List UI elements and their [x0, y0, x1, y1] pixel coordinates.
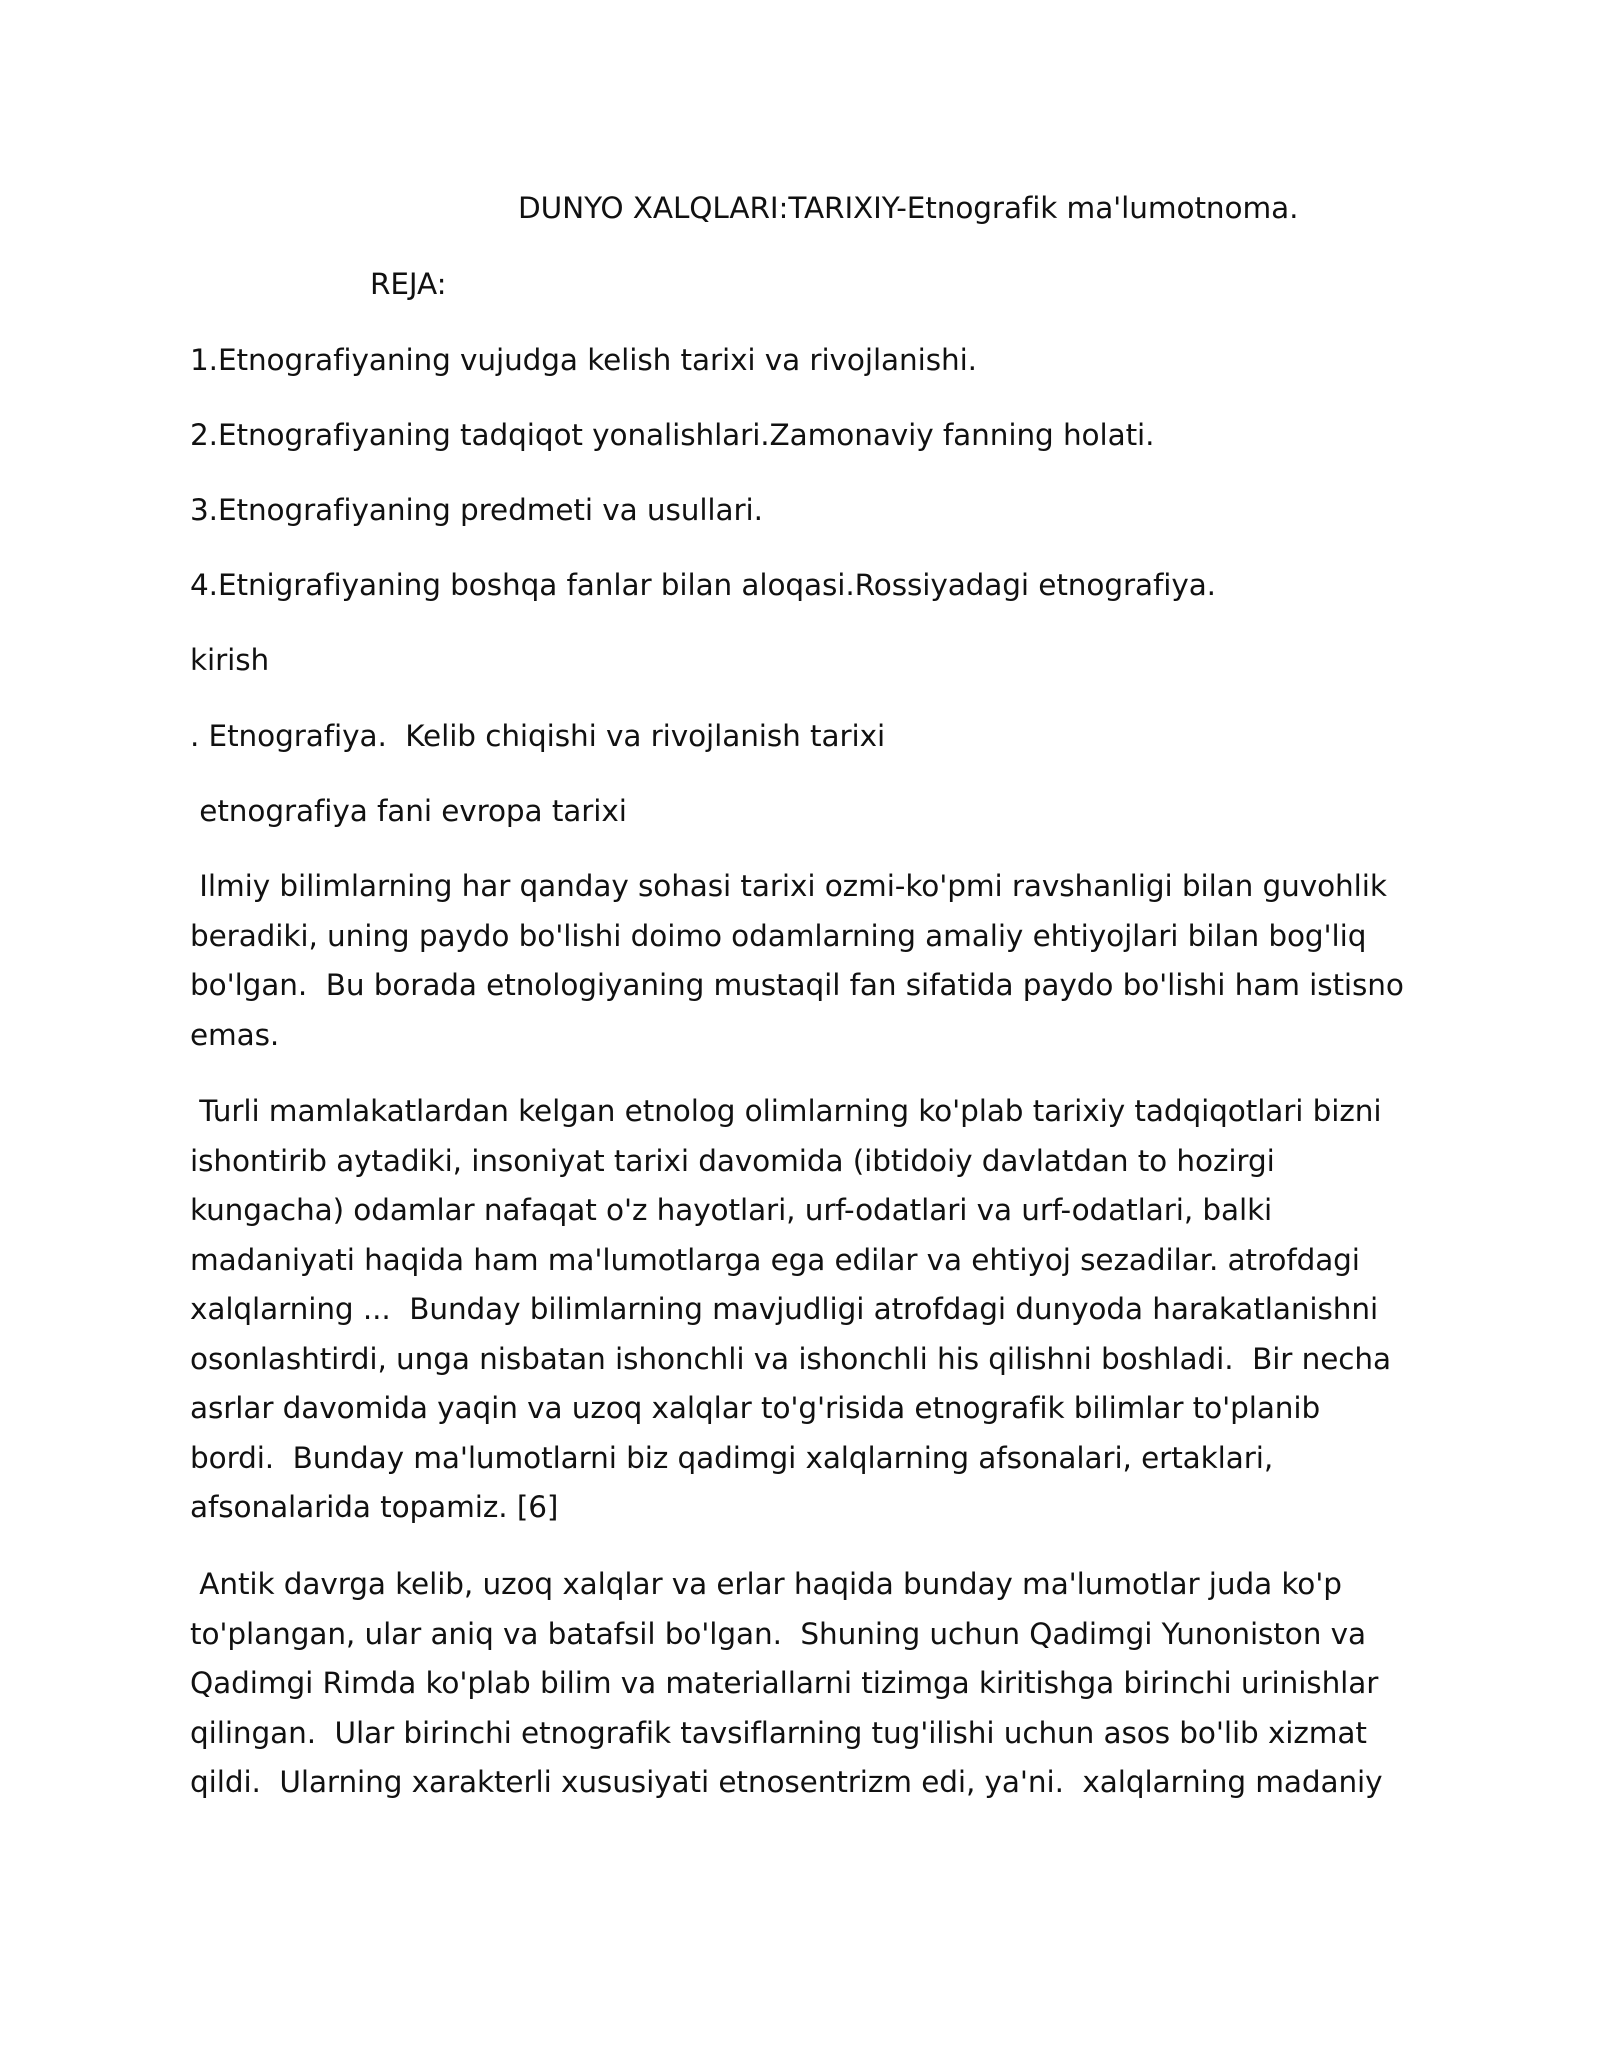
paragraph-line: bo'lgan. Bu borada etnologiyaning mustaqil fan sifatida paydo bo'lishi ham istisno [190, 968, 1404, 1002]
paragraph-line: Turli mamlakatlardan kelgan etnolog olimlarning ko'plab tarixiy tadqiqotlari bizni [190, 1094, 1382, 1128]
paragraph-line: kungacha) odamlar nafaqat o'z hayotlari, urf-odatlari va urf-odatlari, balki [190, 1193, 1273, 1227]
paragraph-line: osonlashtirdi, unga nisbatan ishonchli va ishonchli his qilishni boshladi. Bir necha [190, 1341, 1391, 1376]
plan-item: 4.Etnigrafiyaning boshqa fanlar bilan aloqasi.Rossiyadagi etnografiya. [190, 568, 1216, 602]
subheading: etnografiya fani evropa tarixi [190, 794, 627, 828]
paragraph-line: madaniyati haqida ham ma'lumotlarga ega edilar va ehtiyoj sezadilar. atrofdagi [190, 1242, 1360, 1277]
plan-item: 2.Etnografiyaning tadqiqot yonalishlari.Zamonaviy fanning holati. [190, 418, 1155, 452]
paragraph-line: to'plangan, ular aniq va batafsil bo'lgan. Shuning uchun Qadimgi Yunoniston va [190, 1616, 1366, 1651]
paragraph-line: qilingan. Ular birinchi etnografik tavsiflarning tug'ilishi uchun asos bo'lib xizmat [190, 1715, 1367, 1750]
paragraph-line: Antik davrga kelib, uzoq xalqlar va erlar haqida bunday ma'lumotlar juda ko'p [190, 1567, 1342, 1601]
plan-item: 1.Etnografiyaning vujudga kelish tarixi va rivojlanishi. [190, 343, 977, 377]
paragraph-line: afsonalarida topamiz. [6] [190, 1490, 559, 1524]
body-paragraph [190, 862, 1430, 1060]
body-paragraph [190, 1087, 1430, 1533]
paragraph-line: qildi. Ularning xarakterli xususiyati etnosentrizm edi, ya'ni. xalqlarning madaniy [190, 1765, 1383, 1799]
paragraph-line: xalqlarning ... Bunday bilimlarning mavjudligi atrofdagi dunyoda harakatlanishni [190, 1292, 1379, 1326]
paragraph-line: Qadimgi Rimda ko'plab bilim va materiallarni tizimga kiritishga birinchi urinishlar [190, 1666, 1379, 1700]
intro-label: kirish [190, 643, 270, 677]
document-title: DUNYO XALQLARI:TARIXIY-Etnografik ma'lumotnoma. [518, 191, 1299, 225]
paragraph-line: Ilmiy bilimlarning har qanday sohasi tarixi ozmi-ko'pmi ravshanligi bilan guvohlik [190, 869, 1387, 903]
plan-heading: REJA: [370, 267, 447, 301]
paragraph-line: emas. [190, 1017, 280, 1052]
paragraph-line: bordi. Bunday ma'lumotlarni biz qadimgi xalqlarning afsonalari, ertaklari, [190, 1440, 1274, 1475]
plan-item: 3.Etnografiyaning predmeti va usullari. [190, 493, 763, 527]
paragraph-line: asrlar davomida yaqin va uzoq xalqlar to'g'risida etnografik bilimlar to'planib [190, 1391, 1321, 1425]
paragraph-line: ishontirib aytadiki, insoniyat tarixi davomida (ibtidoiy davlatdan to hozirgi [190, 1143, 1275, 1178]
body-paragraph [190, 1560, 1430, 1808]
paragraph-line: beradiki, uning paydo bo'lishi doimo odamlarning amaliy ehtiyojlari bilan bog'liq [190, 918, 1367, 953]
section-heading: . Etnografiya. Kelib chiqishi va rivojlanish tarixi [190, 719, 886, 753]
